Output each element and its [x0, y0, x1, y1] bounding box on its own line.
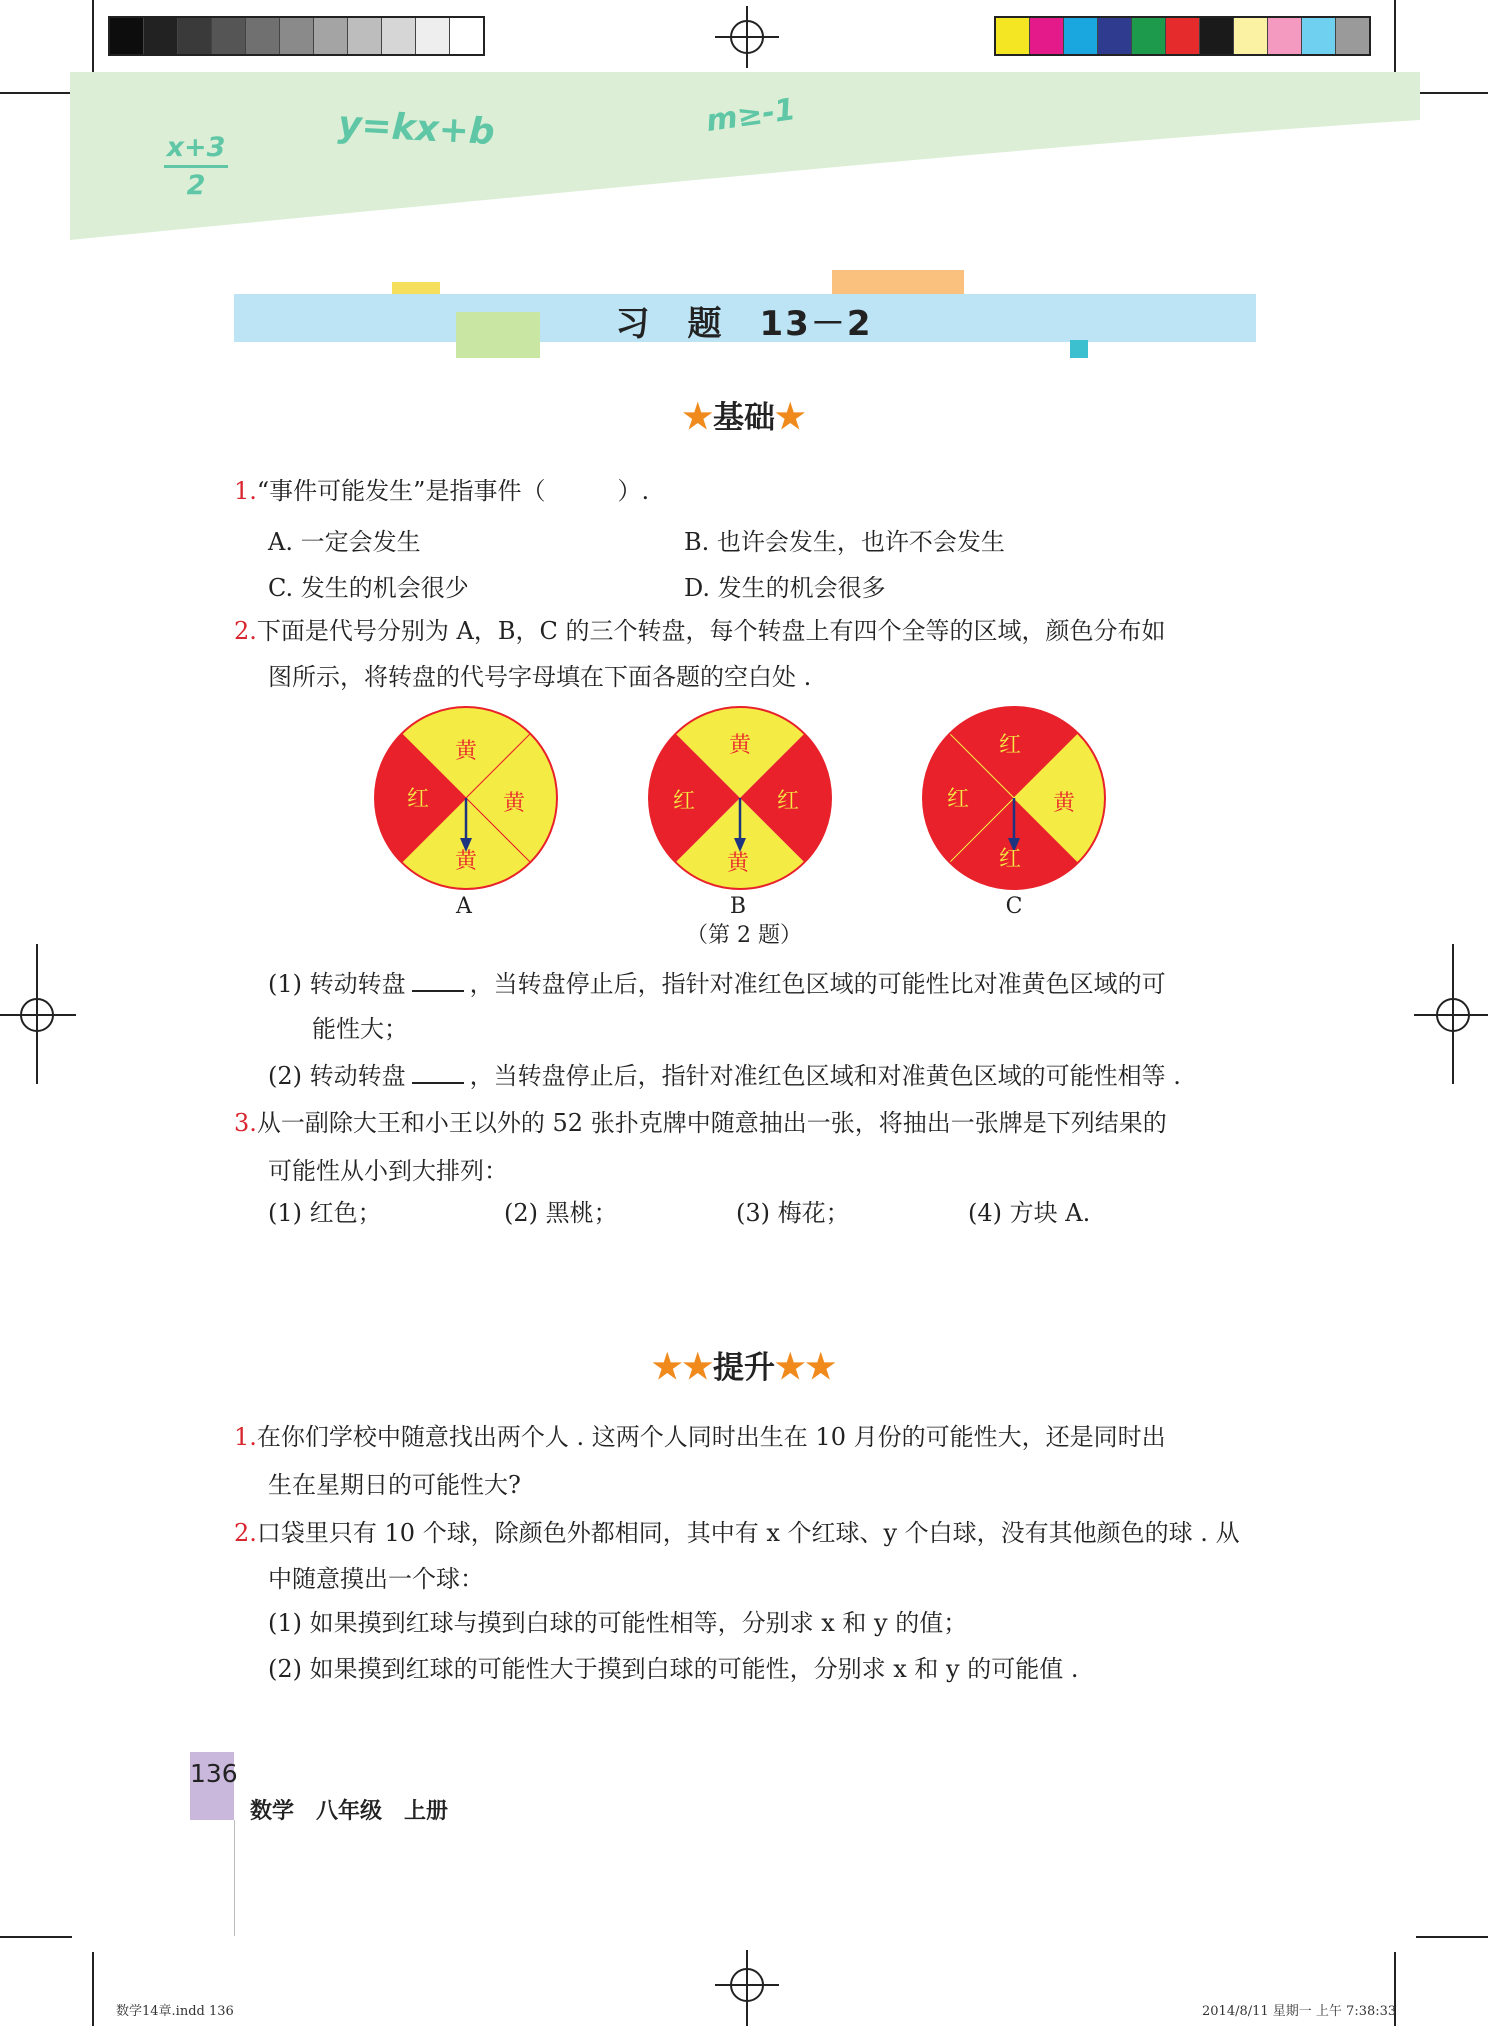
spinner-b-top-label: 黄	[728, 733, 751, 758]
gray-swatch	[110, 18, 144, 54]
question-text-line1: 在你们学校中随意找出两个人 . 这两个人同时出生在 10 月份的可能性大，还是同时出	[256, 1423, 1166, 1451]
star-icon: ★★	[775, 1347, 836, 1387]
question-number: 2.	[234, 1519, 257, 1547]
basic-question-2-sub1: (1) 转动转盘 ，当转盘停止后，指针对准红色区域的可能性比对准黄色区域的可	[268, 966, 1166, 1001]
question-number: 2.	[234, 617, 257, 645]
color-swatch	[1234, 18, 1268, 54]
q3-item-2: (2) 黑桃；	[504, 1199, 618, 1227]
spinner-c-left-label: 红	[946, 787, 969, 812]
spinner-c-right-label: 黄	[1052, 791, 1075, 816]
spinner-a-right-label: 黄	[502, 791, 525, 816]
question-text-line1: 下面是代号分别为 A，B，C 的三个转盘，每个转盘上有四个全等的区域，颜色分布如	[256, 617, 1166, 645]
gray-swatch	[348, 18, 382, 54]
color-swatch	[1302, 18, 1336, 54]
section-heading-basic: ★基础★	[682, 397, 806, 437]
option-b: B. 也许会发生，也许不会发生	[684, 528, 1005, 556]
basic-question-1	[234, 474, 649, 508]
star-icon: ★	[775, 397, 806, 437]
spinner-b-bottom-label: 黄	[726, 851, 749, 876]
basic-question-2-sub1-line2: 能性大；	[312, 1015, 408, 1043]
question-number: 1.	[234, 477, 257, 505]
gray-swatch	[212, 18, 246, 54]
section-heading-advanced: ★★提升★★	[652, 1347, 836, 1387]
advanced-question-1	[234, 1420, 1166, 1454]
star-icon: ★★	[652, 1347, 713, 1387]
spinner-c-caption: C	[1005, 894, 1023, 919]
gray-swatch	[450, 18, 483, 54]
exercise-title: 习 题 13－2	[615, 304, 873, 344]
color-swatch	[1336, 18, 1369, 54]
spinner-a-bottom-label: 黄	[454, 849, 477, 874]
spinner-b-caption: B	[729, 894, 747, 919]
gray-swatch	[280, 18, 314, 54]
color-swatch	[1200, 18, 1234, 54]
formula-linear: y=kx+b	[337, 103, 496, 154]
star-icon: ★	[682, 397, 713, 437]
answer-blank[interactable]	[412, 1058, 464, 1084]
advanced-question-2-sub1: (1) 如果摸到红球与摸到白球的可能性相等，分别求 x 和 y 的值；	[268, 1609, 968, 1637]
question-text-line2: 图所示，将转盘的代号字母填在下面各题的空白处 .	[268, 663, 812, 691]
gray-swatch	[314, 18, 348, 54]
color-swatch	[1268, 18, 1302, 54]
color-swatch	[1030, 18, 1064, 54]
figure-caption: （第 2 题）	[686, 923, 802, 948]
color-swatch	[1132, 18, 1166, 54]
color-calibration-bar	[994, 16, 1371, 56]
gray-swatch	[416, 18, 450, 54]
gray-swatch	[178, 18, 212, 54]
question-text-line2: 生在星期日的可能性大?	[268, 1471, 521, 1499]
advanced-question-2-sub2: (2) 如果摸到红球的可能性大于摸到白球的可能性，分别求 x 和 y 的可能值 .	[268, 1655, 1079, 1683]
option-d: D. 发生的机会很多	[684, 574, 886, 602]
spinner-c-bottom-label: 红	[998, 847, 1021, 872]
print-timestamp: 2014/8/11 星期一 上午 7:38:33	[1202, 2004, 1397, 2019]
basic-question-2	[234, 614, 1166, 648]
question-number: 1.	[234, 1423, 257, 1451]
color-swatch	[1098, 18, 1132, 54]
option-c: C. 发生的机会很少	[268, 574, 469, 602]
spinner-a-top-label: 黄	[454, 739, 477, 764]
spinner-b-right-label: 红	[776, 789, 799, 814]
spinner-c-top-label: 红	[998, 733, 1021, 758]
gray-swatch	[144, 18, 178, 54]
formula-fraction: x+3 2	[160, 132, 232, 201]
answer-blank[interactable]	[412, 966, 464, 992]
page-tab-line	[190, 1820, 235, 1936]
formula-inequality: m≥-1	[704, 91, 798, 140]
question-number: 3.	[234, 1109, 257, 1137]
q3-item-1: (1) 红色；	[268, 1199, 382, 1227]
question-text: “事件可能发生”是指事件（ ）.	[256, 477, 650, 505]
basic-question-3	[234, 1106, 1167, 1140]
spinner-a-caption: A	[456, 894, 472, 919]
gray-swatch	[382, 18, 416, 54]
page-number-tab: 136	[190, 1752, 234, 1820]
gray-swatch	[246, 18, 280, 54]
question-text-line1: 口袋里只有 10 个球，除颜色外都相同，其中有 x 个红球、y 个白球，没有其他颜色的球 . 从	[256, 1519, 1240, 1547]
decor-orange-block	[832, 270, 964, 294]
spinner-b-left-label: 红	[672, 789, 695, 814]
q3-item-3: (3) 梅花；	[736, 1199, 850, 1227]
question-text-line2: 可能性从小到大排列：	[268, 1157, 508, 1185]
basic-question-2-sub2: (2) 转动转盘 ，当转盘停止后，指针对准红色区域和对准黄色区域的可能性相等 .	[268, 1058, 1181, 1093]
question-text-line1: 从一副除大王和小王以外的 52 张扑克牌中随意抽出一张，将抽出一张牌是下列结果的	[256, 1109, 1167, 1137]
file-info: 数学14章.indd 136	[116, 2004, 234, 2019]
color-swatch	[996, 18, 1030, 54]
question-text-line2: 中随意摸出一个球：	[268, 1565, 484, 1593]
spinner-a-left-label: 红	[406, 787, 429, 812]
q3-item-4: (4) 方块 A.	[968, 1199, 1091, 1227]
grayscale-calibration-bar	[108, 16, 485, 56]
book-title: 数学 八年级 上册	[250, 1798, 449, 1824]
option-a: A. 一定会发生	[268, 528, 421, 556]
color-swatch	[1166, 18, 1200, 54]
color-swatch	[1064, 18, 1098, 54]
advanced-question-2	[234, 1516, 1240, 1550]
